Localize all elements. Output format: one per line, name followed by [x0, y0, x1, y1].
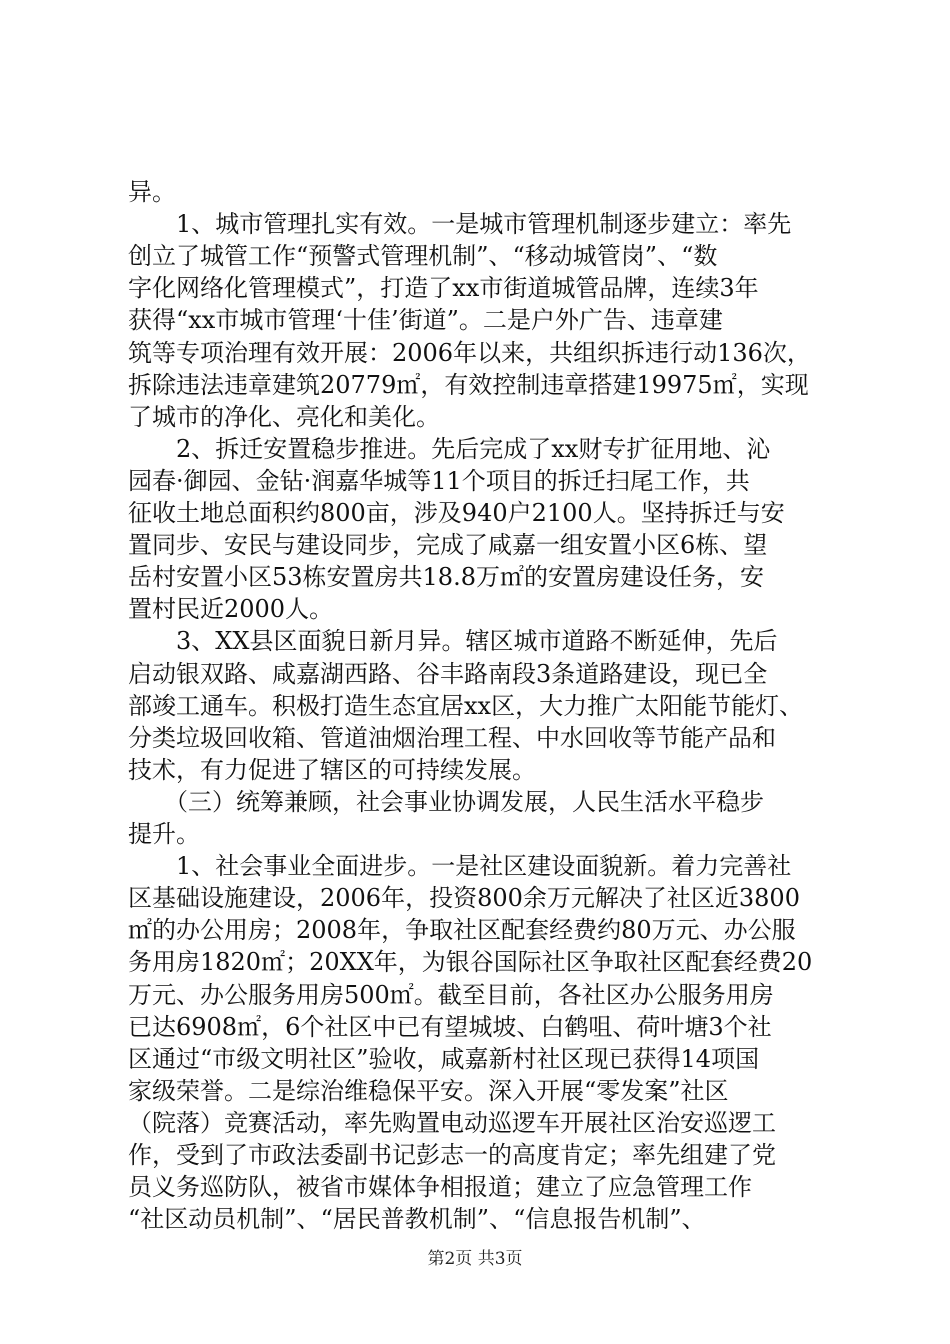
text-line: 获得“xx市城市管理‘十佳’街道”。二是户外广告、违章建 [128, 306, 723, 334]
text-line: 征收土地总面积约800亩，涉及940户2100人。坚持拆迁与安 [128, 499, 785, 527]
text-line: 置村民近2000人。 [128, 595, 334, 623]
text-line: 了城市的净化、亮化和美化。 [128, 403, 440, 431]
text-line: 置同步、安民与建设同步，完成了咸嘉一组安置小区6栋、望 [128, 531, 768, 559]
text-line: 区通过“市级文明社区”验收，咸嘉新村社区现已获得14项国 [128, 1045, 760, 1073]
text-line: ㎡的办公用房；2008年，争取社区配套经费约80万元、办公服 [128, 916, 796, 944]
text-line: 部竣工通车。积极打造生态宜居xx区，大力推广太阳能节能灯、 [128, 692, 804, 720]
text-line: 异。 [128, 178, 176, 206]
text-line: 作，受到了市政法委副书记彭志一的高度肯定；率先组建了党 [128, 1141, 776, 1169]
text-line: 筑等专项治理有效开展：2006年以来，共组织拆违行动136次， [128, 339, 811, 367]
text-line: 创立了城管工作“预警式管理机制”、“移动城管岗”、“数 [128, 242, 718, 270]
text-line: 区基础设施建设，2006年，投资800余万元解决了社区近3800 [128, 884, 800, 912]
text-line: “社区动员机制”、“居民普教机制”、“信息报告机制”、 [128, 1205, 706, 1233]
text-line: 已达6908㎡，6个社区中已有望城坡、白鹤咀、荷叶塘3个社 [128, 1013, 772, 1041]
text-line: 万元、办公服务用房500㎡。截至目前，各社区办公服务用房 [128, 981, 774, 1009]
text-line: 园春·御园、金钻·润嘉华城等11个项目的拆迁扫尾工作，共 [128, 467, 750, 495]
text-line: 2、拆迁安置稳步推进。先后完成了xx财专扩征用地、沁 [128, 435, 771, 463]
text-line: 务用房1820㎡；20XX年，为银谷国际社区争取社区配套经费20 [128, 948, 813, 976]
text-line: 员义务巡防队，被省市媒体争相报道；建立了应急管理工作 [128, 1173, 752, 1201]
text-line: 1、城市管理扎实有效。一是城市管理机制逐步建立：率先 [128, 210, 792, 238]
text-line: 拆除违法违章建筑20779㎡，有效控制违章搭建19975㎡，实现 [128, 371, 809, 399]
text-line: 3、XX县区面貌日新月异。辖区城市道路不断延伸，先后 [128, 627, 778, 655]
page-footer: 第2页 共3页 [427, 1249, 523, 1269]
text-line: 岳村安置小区53栋安置房共18.8万㎡的安置房建设任务，安 [128, 563, 764, 591]
text-line: 1、社会事业全面进步。一是社区建设面貌新。着力完善社 [128, 852, 792, 880]
text-line: 家级荣誉。二是综治维稳保平安。深入开展“零发案”社区 [128, 1077, 729, 1105]
text-line: 启动银双路、咸嘉湖西路、谷丰路南段3条道路建设，现已全 [128, 660, 768, 688]
text-line: 提升。 [128, 820, 200, 848]
text-line: 分类垃圾回收箱、管道油烟治理工程、中水回收等节能产品和 [128, 724, 776, 752]
text-line: 技术，有力促进了辖区的可持续发展。 [128, 756, 536, 784]
text-line: （三）统筹兼顾，社会事业协调发展，人民生活水平稳步 [128, 788, 764, 816]
text-line: 字化网络化管理模式”，打造了xx市街道城管品牌，连续3年 [128, 274, 759, 302]
text-line: （院落）竞赛活动，率先购置电动巡逻车开展社区治安巡逻工 [128, 1109, 776, 1137]
